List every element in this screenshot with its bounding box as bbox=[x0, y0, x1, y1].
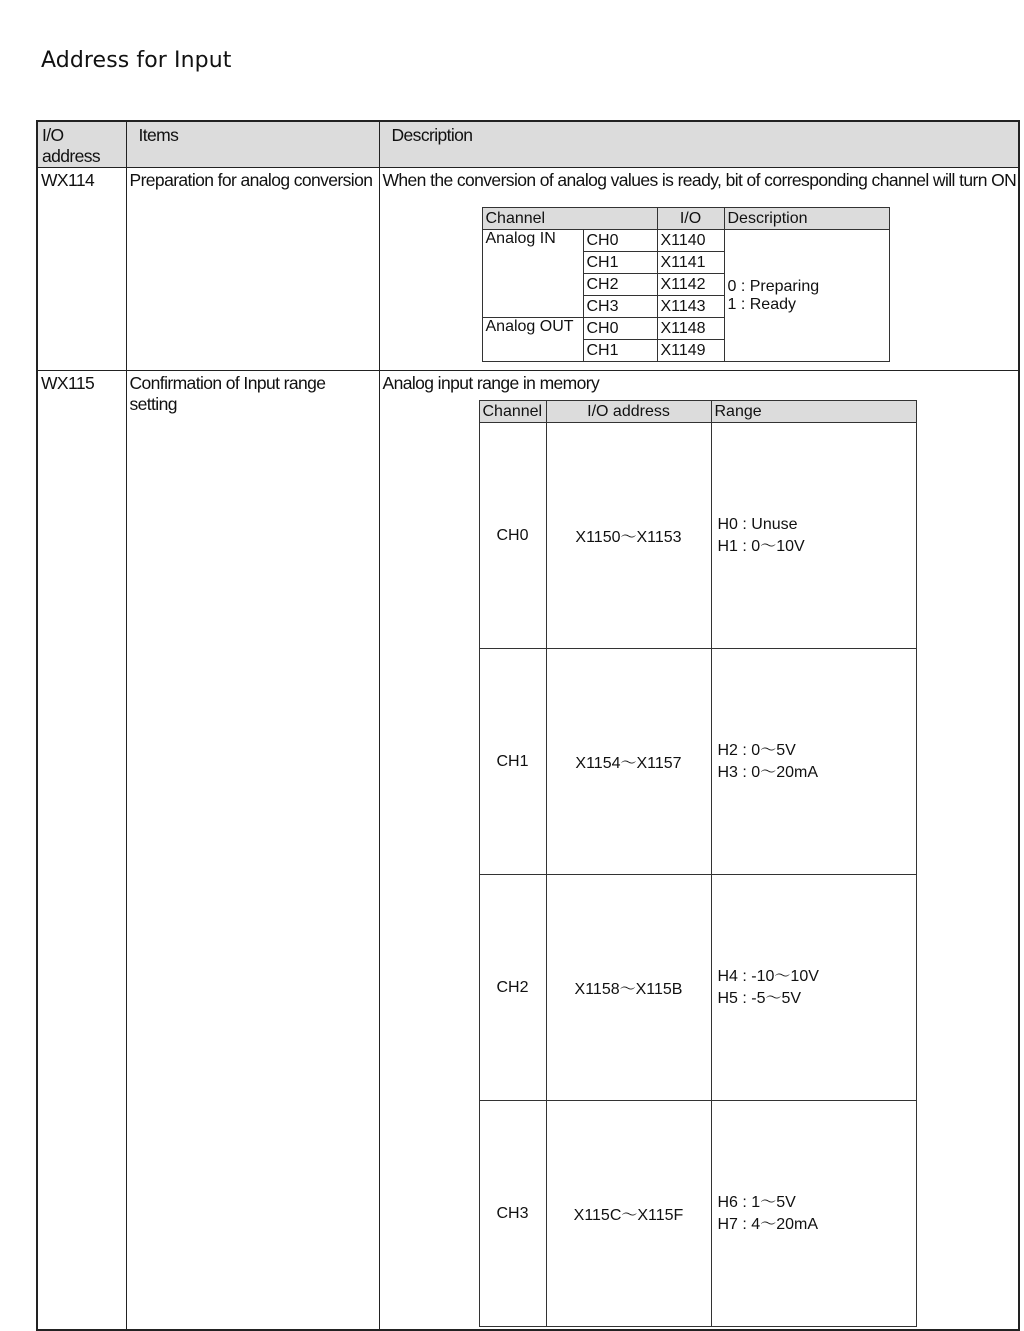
table-row-wx114 bbox=[37, 168, 1019, 371]
io-address-cell: X1150～X1153 bbox=[546, 423, 711, 649]
io-address-cell: X1154～X1157 bbox=[546, 649, 711, 875]
range-cell bbox=[711, 649, 916, 875]
table-row bbox=[479, 423, 916, 649]
sub2-header-range: Range bbox=[711, 401, 916, 423]
description-text: When the conversion of analog values is ready, bit of corresponding channel will turn ON bbox=[382, 170, 1017, 190]
header-description: Description bbox=[379, 121, 1019, 168]
sub1-header-channel: Channel bbox=[482, 208, 657, 230]
range-option: H6 : 1～5V bbox=[717, 1194, 796, 1211]
group-analog-out: Analog OUT bbox=[482, 318, 583, 362]
table-row-wx115 bbox=[37, 371, 1019, 1331]
io-cell: X1140 bbox=[657, 230, 724, 252]
item-cell: Confirmation of Input range setting bbox=[126, 371, 379, 1331]
io-cell: X1149 bbox=[657, 340, 724, 362]
sub1-header-io: I/O bbox=[657, 208, 724, 230]
conversion-status-table bbox=[482, 207, 890, 362]
io-cell: X1143 bbox=[657, 296, 724, 318]
table-row bbox=[479, 875, 916, 1101]
table-row bbox=[479, 649, 916, 875]
state-description-cell bbox=[724, 230, 889, 362]
table-row bbox=[482, 230, 889, 252]
range-option: H4 : -10～10V bbox=[717, 968, 819, 985]
address-cell: WX114 bbox=[37, 168, 126, 371]
io-address-cell: X115C～X115F bbox=[546, 1101, 711, 1327]
channel-cell: CH3 bbox=[583, 296, 657, 318]
range-cell bbox=[711, 423, 916, 649]
page-title: Address for Input bbox=[41, 48, 232, 73]
range-cell bbox=[711, 1101, 916, 1327]
sub2-header-io-address: I/O address bbox=[546, 401, 711, 423]
channel-cell: CH3 bbox=[479, 1101, 546, 1327]
range-option: H7 : 4～20mA bbox=[717, 1215, 818, 1233]
io-cell: X1142 bbox=[657, 274, 724, 296]
description-text: Analog input range in memory bbox=[382, 373, 600, 393]
channel-cell: CH2 bbox=[583, 274, 657, 296]
range-option: H1 : 0～10V bbox=[717, 537, 805, 555]
range-option: H3 : 0～20mA bbox=[717, 763, 818, 781]
state-ready: 1 : Ready bbox=[727, 295, 796, 313]
range-cell bbox=[711, 875, 916, 1101]
range-option: H0 : Unuse bbox=[717, 516, 798, 533]
channel-cell: CH0 bbox=[583, 230, 657, 252]
input-range-table bbox=[479, 400, 917, 1327]
channel-cell: CH1 bbox=[479, 649, 546, 875]
io-cell: X1148 bbox=[657, 318, 724, 340]
channel-cell: CH0 bbox=[479, 423, 546, 649]
main-header-row bbox=[37, 121, 1019, 168]
io-address-table bbox=[36, 120, 1020, 1331]
channel-cell: CH0 bbox=[583, 318, 657, 340]
description-cell bbox=[379, 371, 1019, 1331]
io-address-cell: X1158～X115B bbox=[546, 875, 711, 1101]
address-cell: WX115 bbox=[37, 371, 126, 1331]
channel-cell: CH1 bbox=[583, 252, 657, 274]
item-cell: Preparation for analog conversion bbox=[126, 168, 379, 371]
range-option: H2 : 0～5V bbox=[717, 742, 796, 759]
sub2-header-channel: Channel bbox=[479, 401, 546, 423]
header-io-address: I/O address bbox=[37, 121, 126, 168]
group-analog-in: Analog IN bbox=[482, 230, 583, 318]
description-cell bbox=[379, 168, 1019, 371]
channel-cell: CH2 bbox=[479, 875, 546, 1101]
range-option: H5 : -5～5V bbox=[717, 989, 802, 1007]
state-preparing: 0 : Preparing bbox=[727, 277, 820, 295]
io-cell: X1141 bbox=[657, 252, 724, 274]
channel-cell: CH1 bbox=[583, 340, 657, 362]
sub1-header-description: Description bbox=[724, 208, 889, 230]
header-items: Items bbox=[126, 121, 379, 168]
table-row bbox=[479, 1101, 916, 1327]
